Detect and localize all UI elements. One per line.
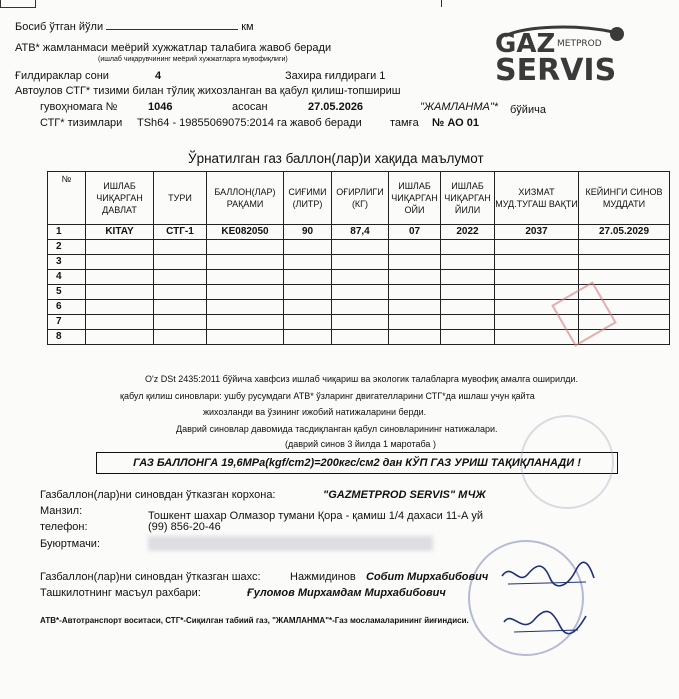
wheels-line: Ғилдираклар сони [15, 70, 109, 82]
table-cell [332, 285, 389, 300]
table-cell: 07 [389, 225, 441, 240]
table-cell [332, 270, 389, 285]
seal-label: тамға [390, 117, 419, 129]
table-cell: 87,4 [332, 225, 389, 240]
table-cell [284, 330, 332, 345]
table-cell: KE082050 [207, 225, 284, 240]
table-cell [154, 300, 207, 315]
col-header-year: ИШЛАБ ЧИҚАРГАН ЙИЛИ [441, 172, 495, 225]
certificate-label: гувоҳномага № [40, 101, 118, 113]
table-cell [284, 315, 332, 330]
table-cell [495, 255, 579, 270]
table-cell: 90 [284, 225, 332, 240]
standard-line: TSh64 - 19855069075:2014 га жавоб беради [137, 117, 362, 129]
table-cell [389, 240, 441, 255]
row-number-cell: 5 [48, 285, 86, 300]
table-cell [284, 255, 332, 270]
col-header-no: № [48, 172, 86, 225]
table-cell [579, 255, 670, 270]
phone-value: (99) 856-20-46 [148, 521, 221, 533]
table-cell [207, 315, 284, 330]
table-cell: 2022 [441, 225, 495, 240]
km-unit: км [241, 21, 254, 33]
table-cell [389, 255, 441, 270]
table-cell [86, 300, 154, 315]
logo-word-metprod: METPROD [557, 39, 602, 49]
table-cell [86, 315, 154, 330]
table-cell [284, 270, 332, 285]
table-cell [389, 315, 441, 330]
tester-signature [498, 556, 598, 596]
table-cell [389, 330, 441, 345]
table-header-row [48, 172, 670, 225]
certificate-number: 1046 [148, 101, 173, 113]
table-cell [86, 330, 154, 345]
compliance-note: (ишлаб чиқарувчининг меёрий хужжатларга мувофиқлиги) [98, 56, 288, 63]
table-cell [207, 270, 284, 285]
address-value: Тошкент шахар Олмазор тумани Қора - қамиш 1/4 дахаси 11-А уй [148, 510, 484, 522]
seal-number: № АО 01 [432, 117, 479, 129]
row-number-cell: 1 [48, 225, 86, 240]
table-cell: 27.05.2029 [579, 225, 670, 240]
based-label: асосан [232, 101, 268, 113]
col-header-service-end: ХИЗМАТ МУД.ТУГАШ ВАҚТИ [495, 172, 579, 225]
head-label: Ташкилотнинг масъул рахбари: [40, 587, 201, 599]
note-standard: O'z DSt 2435:2011 бўйича хавфсиз ишлаб чиқариш ва экологик талабларга мувофиқ амалга оширилди. [145, 374, 579, 384]
table-cell [154, 315, 207, 330]
note-periodic: Даврий синовлар давомида тасдиқланган қабул синовларининг натижалари. [176, 424, 498, 434]
faded-round-stamp [520, 415, 614, 509]
table-cell [154, 240, 207, 255]
spare-wheel: Захира ғилдираги 1 [285, 70, 386, 82]
note-period: (даврий синов 3 йилда 1 маротаба ) [285, 439, 436, 449]
table-cell [284, 285, 332, 300]
head-signature [500, 600, 590, 640]
table-cell [332, 300, 389, 315]
address-label: Манзил: [40, 505, 83, 517]
table-cell [441, 240, 495, 255]
wheels-value: 4 [155, 70, 162, 82]
table-cell [389, 285, 441, 300]
table-cell [441, 285, 495, 300]
table-cell [207, 330, 284, 345]
table-cell [332, 255, 389, 270]
tester-name: Собит Мирхабибович [366, 571, 489, 583]
certificate-date: 27.05.2026 [308, 101, 364, 113]
table-cell: 2037 [495, 225, 579, 240]
col-header-capacity: СИҒИМИ (ЛИТР) [284, 172, 332, 225]
table-cell [441, 255, 495, 270]
table-cell [332, 330, 389, 345]
table-cell [154, 270, 207, 285]
route-label: Босиб ўтган йўли км [15, 21, 254, 33]
tester-label: Газбаллон(лар)ни синовдан ўтказган шахс: [40, 571, 261, 583]
company-label: Газбаллон(лар)ни синовдан ўтказган корхона: [40, 489, 276, 501]
phone-label: телефон: [40, 521, 88, 533]
note-reequipped: жихозланди ва ўзининг ижобий натижаларини берди. [203, 407, 427, 417]
company-name: "GAZMETPROD SERVIS" МЧЖ [323, 489, 486, 501]
table-cell [86, 255, 154, 270]
logo-word-servis: SERVIS [495, 53, 617, 88]
col-header-cylinder-no: БАЛЛОН(ЛАР) РАҚАМИ [207, 172, 284, 225]
col-header-type: ТУРИ [154, 172, 207, 225]
table-cell [86, 270, 154, 285]
pressure-warning: ГАЗ БАЛЛОНГА 19,6MPa(kgf/cm2)=200кгс/см2 дан КЎП ГАЗ УРИШ ТАҚИҚЛАНАДИ ! [96, 452, 618, 474]
note-acceptance: қабул қилиш синовлари: ушбу русумдаги АТВ* ўзларинг двигателларини СТГ*да ишлаш учун қайта [120, 391, 535, 401]
footer-legend: АТВ*-Автотранспорт воситаси, СТГ*-Сиқилган табиий газ, "ЖАМЛАНМА"*-Газ мосламаларининг йиғиндиси. [40, 616, 469, 625]
table-cell [154, 255, 207, 270]
col-header-weight: ОҒИРЛИГИ (КГ) [332, 172, 389, 225]
table-cell [495, 240, 579, 255]
table-cell [154, 285, 207, 300]
table-cell [441, 315, 495, 330]
standard-line-a: СТГ* тизимлари [40, 117, 123, 129]
by-label: бўйича [510, 104, 546, 116]
tester-surname: Нажмидинов [290, 571, 356, 583]
table-title: Ўрнатилган газ баллон(лар)и хақида маълумот [188, 151, 484, 166]
table-cell [495, 270, 579, 285]
table-row [48, 240, 670, 255]
col-header-country: ИШЛАБ ЧИҚАРГАН ДАВЛАТ [86, 172, 154, 225]
equipment-line: Автоулов СТГ* тизими билан тўлиқ жихозланган ва қабул қилиш-топшириш [15, 85, 401, 97]
col-header-month: ИШЛАБ ЧИҚАРГАН ОЙИ [389, 172, 441, 225]
jamlanma-label: "ЖАМЛАНМА"* [420, 101, 498, 113]
table-cell [441, 300, 495, 315]
table-cell: СТГ-1 [154, 225, 207, 240]
table-cell [207, 300, 284, 315]
table-cell [207, 240, 284, 255]
table-cell: KITAY [86, 225, 154, 240]
compliance-line: АТВ* жамланмаси меёрий хужжатлар талабига жавоб беради [15, 42, 332, 54]
head-name: Ғуломов Мирхамдам Мирхабибович [247, 587, 446, 599]
table-cell [207, 255, 284, 270]
row-number-cell: 4 [48, 270, 86, 285]
table-cell [284, 300, 332, 315]
customer-redacted [148, 536, 433, 551]
table-cell [389, 270, 441, 285]
customer-label: Буюртмачи: [40, 538, 101, 550]
table-cell [154, 330, 207, 345]
table-cell [441, 330, 495, 345]
top-clipped-strip [0, 0, 679, 8]
table-cell [86, 285, 154, 300]
table-cell [86, 240, 154, 255]
logo-word-gaz: GAZ [495, 29, 556, 59]
table-cell [389, 300, 441, 315]
table-cell [441, 270, 495, 285]
table-cell [332, 240, 389, 255]
table-cell [284, 240, 332, 255]
row-number-cell: 8 [48, 330, 86, 345]
gazmetprod-logo [485, 18, 635, 88]
row-number-cell: 6 [48, 300, 86, 315]
table-row [48, 255, 670, 270]
table-cell [579, 240, 670, 255]
table-row [48, 270, 670, 285]
table-cell [207, 285, 284, 300]
row-number-cell: 7 [48, 315, 86, 330]
row-number-cell: 2 [48, 240, 86, 255]
row-number-cell: 3 [48, 255, 86, 270]
table-cell [332, 315, 389, 330]
table-row [48, 225, 670, 240]
col-header-next-test: КЕЙИНГИ СИНОВ МУДДАТИ [579, 172, 670, 225]
